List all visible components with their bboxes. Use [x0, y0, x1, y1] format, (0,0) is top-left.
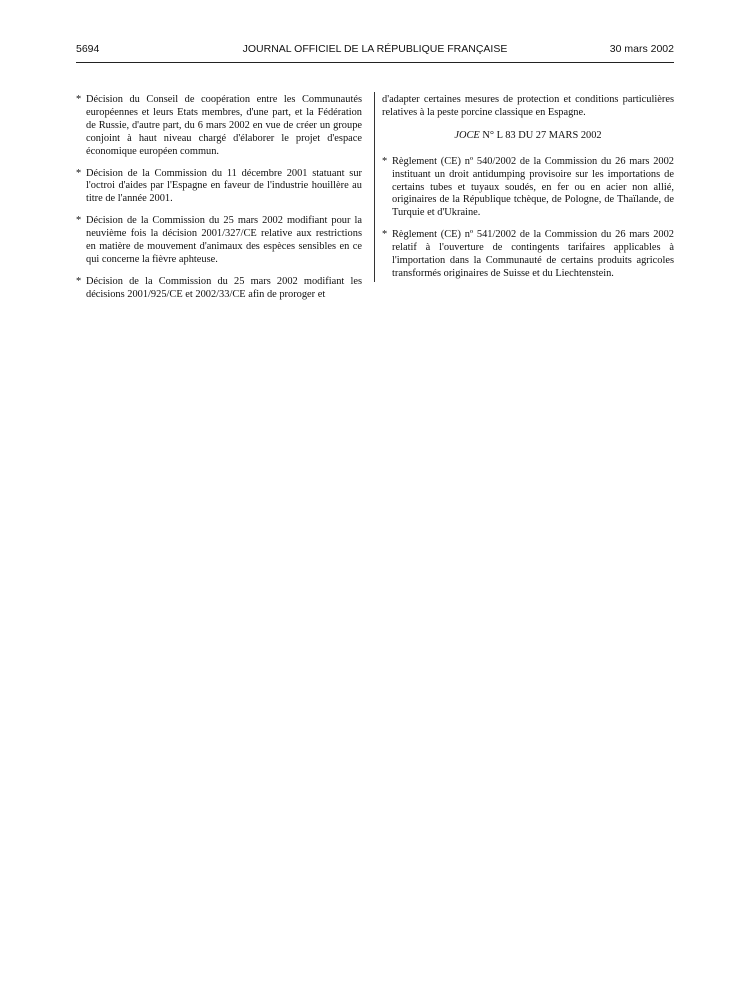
- item-text: Règlement (CE) nº 540/2002 de la Commission du 26 mars 2002 instituant un droit antidumping provisoire sur les importations de certains tubes et tuyaux soudés, en fer ou en acier non allié, originaires de la République tchèque, de Pologne, de Thaïlande, de Turquie et d'Ukraine.: [392, 155, 674, 219]
- list-item: [76, 276, 362, 302]
- left-column: [76, 94, 362, 311]
- right-column: [382, 94, 674, 290]
- journal-title: JOURNAL OFFICIEL DE LA RÉPUBLIQUE FRANÇAISE: [242, 43, 508, 55]
- issue-date: 30 mars 2002: [609, 43, 674, 55]
- page-number: 5694: [76, 43, 100, 55]
- list-item: [382, 156, 674, 221]
- bullet-marker: *: [382, 155, 388, 167]
- list-item: [382, 229, 674, 281]
- list-item: [76, 94, 362, 159]
- item-text: Décision de la Commission du 25 mars 2002 modifiant les décisions 2001/925/CE et 2002/33/CE afin de proroger et: [86, 275, 362, 300]
- header-rule: [76, 62, 674, 63]
- bullet-marker: *: [382, 229, 388, 241]
- item-text: Décision de la Commission du 25 mars 2002 modifiant pour la neuvième fois la décision 2001/327/CE relative aux restrictions en matière de mouvement d'animaux des espèces sensibles en ce qui concerne la fièvre aphteuse.: [86, 215, 362, 265]
- item-text: Décision de la Commission du 11 décembre 2001 statuant sur l'octroi d'aides par l'Espagne en faveur de l'industrie houillère au titre de l'année 2001.: [86, 167, 362, 205]
- joce-label: JOCE: [454, 129, 480, 141]
- page-header: [76, 43, 674, 59]
- list-item: [76, 215, 362, 267]
- column-separator: [374, 92, 375, 282]
- bullet-marker: *: [76, 275, 82, 287]
- bullet-marker: *: [76, 215, 82, 227]
- continued-text: d'adapter certaines mesures de protection et conditions particulières relatives à la peste porcine classique en Espagne.: [382, 94, 674, 118]
- joce-heading: [382, 130, 674, 143]
- list-item: [76, 168, 362, 207]
- item-text: Décision du Conseil de coopération entre les Communautés européennes et leurs Etats membres, d'une part, et la Fédération de Russie, d'autre part, du 6 mars 2002 en vue de créer un groupe conjoint à haut niveau chargé d'élaborer le projet d'espace économique européen commun.: [86, 94, 362, 157]
- bullet-marker: *: [76, 167, 82, 179]
- item-text: Règlement (CE) nº 541/2002 de la Commission du 26 mars 2002 relatif à l'ouverture de contingents tarifaires applicables à l'importation dans la Communauté de certains produits agricoles transformés originaires de Suisse et du Liechtenstein.: [392, 229, 674, 279]
- joce-issue: N° L 83 DU 27 MARS 2002: [482, 129, 602, 141]
- bullet-marker: *: [76, 94, 82, 105]
